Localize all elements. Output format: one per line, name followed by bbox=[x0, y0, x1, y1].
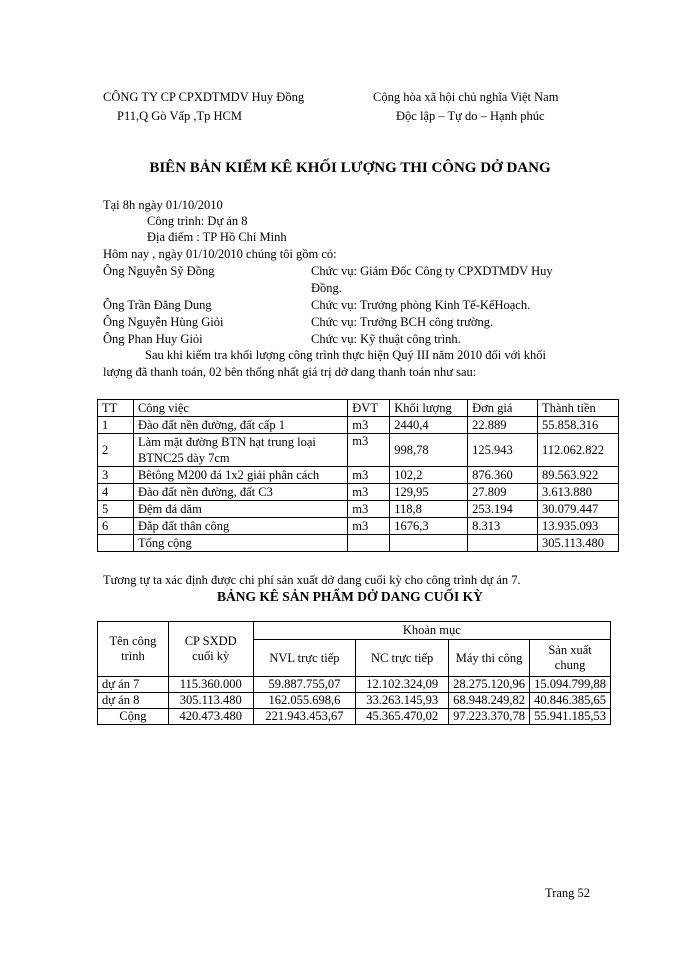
unit-price: 125.943 bbox=[468, 434, 538, 467]
nvl-value: 221.943.453,67 bbox=[253, 709, 356, 725]
column-group-header: Khoản mục bbox=[253, 622, 610, 640]
person-position: Chức vụ: Kỹ thuật công trình. bbox=[311, 332, 461, 346]
row-number: 3 bbox=[98, 467, 134, 484]
table-header-row bbox=[98, 622, 611, 640]
cost-value: 420.473.480 bbox=[168, 709, 253, 725]
row-number: 5 bbox=[98, 501, 134, 518]
person-position: Chức vụ: Giám Đốc Công ty CPXDTMDV Huy bbox=[311, 264, 553, 278]
work-item: Đệm đá dăm bbox=[133, 501, 347, 518]
quantity: 1676,3 bbox=[390, 518, 468, 535]
row-number: 2 bbox=[98, 434, 134, 467]
column-header: Công việc bbox=[133, 400, 347, 417]
amount: 3.613.880 bbox=[538, 484, 619, 501]
amount: 89.563.922 bbox=[538, 467, 619, 484]
quantity: 118,8 bbox=[390, 501, 468, 518]
table-header-row bbox=[98, 400, 619, 417]
column-header: Khối lượng bbox=[390, 400, 468, 417]
table-row bbox=[98, 434, 619, 467]
intro-project: Công trình: Dự án 8 bbox=[147, 214, 248, 228]
cost-value: 305.113.480 bbox=[168, 693, 253, 709]
column-header-nvl: NVL trực tiếp bbox=[253, 640, 356, 677]
page-number: Trang 52 bbox=[545, 886, 591, 900]
table-row bbox=[98, 693, 611, 709]
unit-price: 876.360 bbox=[468, 467, 538, 484]
column-header: Thành tiền bbox=[538, 400, 619, 417]
unit: m3 bbox=[348, 501, 390, 518]
work-item: Đào đất nền đường, đất C3 bbox=[133, 484, 347, 501]
row-number: 6 bbox=[98, 518, 134, 535]
sx-value: 40.846.385,65 bbox=[530, 693, 611, 709]
unit-price: 8.313 bbox=[468, 518, 538, 535]
quantity: 998,78 bbox=[390, 434, 468, 467]
column-header: Đơn giá bbox=[468, 400, 538, 417]
row-number: 1 bbox=[98, 417, 134, 434]
unit-price: 27.809 bbox=[468, 484, 538, 501]
nation-name: Cộng hòa xã hội chủ nghĩa Việt Nam bbox=[373, 90, 559, 104]
table-row bbox=[98, 467, 619, 484]
total-label: Tổng cộng bbox=[133, 535, 347, 552]
work-item: Đào đất nền đường, đất cấp 1 bbox=[133, 417, 347, 434]
document-title: BIÊN BẢN KIỂM KÊ KHỐI LƯỢNG THI CÔNG DỞ DANG bbox=[149, 160, 551, 176]
amount: 112.062.822 bbox=[538, 434, 619, 467]
table-row bbox=[98, 709, 611, 725]
work-item: Đắp đất thân công bbox=[133, 518, 347, 535]
intro-location: Địa điểm : TP Hồ Chí Minh bbox=[147, 230, 287, 244]
column-header: TT bbox=[98, 400, 134, 417]
work-item-line: Làm mặt đường BTN hạt trung loại bbox=[137, 435, 316, 449]
column-header-cost: CP SXDD cuối kỳ bbox=[168, 622, 253, 677]
intro-time: Tại 8h ngày 01/10/2010 bbox=[103, 198, 223, 212]
nation-motto: Độc lập – Tự do – Hạnh phúc bbox=[396, 109, 545, 123]
unit: m3 bbox=[348, 434, 390, 467]
unit: m3 bbox=[348, 484, 390, 501]
person-name: Ông Nguyễn Sỹ Đồng bbox=[103, 264, 215, 278]
amount: 30.079.447 bbox=[538, 501, 619, 518]
table-row bbox=[98, 501, 619, 518]
company-address: P11,Q Gò Vấp ,Tp HCM bbox=[117, 109, 243, 123]
amount: 55.858.316 bbox=[538, 417, 619, 434]
unit: m3 bbox=[348, 518, 390, 535]
sx-value: 55.941.185,53 bbox=[530, 709, 611, 725]
project-name: Cộng bbox=[98, 709, 169, 725]
work-table bbox=[97, 399, 619, 552]
column-header-project: Tên công trình bbox=[98, 622, 169, 677]
summary-table bbox=[97, 621, 611, 725]
paragraph-line: Sau khi kiểm tra khối lượng công trình thực hiện Quý III năm 2010 đối với khối bbox=[145, 348, 547, 362]
intro-today: Hôm nay , ngày 01/10/2010 chúng tôi gồm có: bbox=[103, 247, 337, 261]
company-name: CÔNG TY CP CPXDTMDV Huy Đồng bbox=[103, 90, 305, 104]
amount: 13.935.093 bbox=[538, 518, 619, 535]
unit: m3 bbox=[348, 467, 390, 484]
project-name: dự án 8 bbox=[98, 693, 169, 709]
person-position: Chức vụ: Trưởng BCH công trường. bbox=[311, 315, 494, 329]
paragraph-line: lượng đã thanh toán, 02 bên thống nhất giá trị dở dang thanh toán như sau: bbox=[103, 365, 477, 379]
work-item bbox=[133, 434, 347, 467]
person-position-cont: Đồng. bbox=[311, 281, 342, 295]
nc-value: 12.102.324,09 bbox=[356, 677, 449, 693]
work-item: Bêtông M200 đá 1x2 giải phân cách bbox=[133, 467, 347, 484]
person-name: Ông Trần Đăng Dung bbox=[103, 298, 212, 312]
table-row bbox=[98, 518, 619, 535]
column-header-sx: Sản xuất chung bbox=[530, 640, 611, 677]
person-name: Ông Phan Huy Giỏi bbox=[103, 332, 203, 346]
project-name: dự án 7 bbox=[98, 677, 169, 693]
total-amount: 305.113.480 bbox=[538, 535, 619, 552]
quantity: 102,2 bbox=[390, 467, 468, 484]
work-item-line: BTNC25 dày 7cm bbox=[137, 451, 230, 465]
may-value: 68.948.249,82 bbox=[449, 693, 530, 709]
nvl-value: 162.055.698,6 bbox=[253, 693, 356, 709]
nc-value: 45.365.470,02 bbox=[356, 709, 449, 725]
similar-text: Tương tự ta xác định được chi phí sản xuất dở dang cuối kỳ cho công trình dự án 7. bbox=[103, 573, 521, 587]
row-number: 4 bbox=[98, 484, 134, 501]
person-name: Ông Nguyễn Hùng Giỏi bbox=[103, 315, 224, 329]
nvl-value: 59.887.755,07 bbox=[253, 677, 356, 693]
quantity: 2440,4 bbox=[390, 417, 468, 434]
unit-price: 22.889 bbox=[468, 417, 538, 434]
quantity: 129,95 bbox=[390, 484, 468, 501]
column-header-nc: NC trực tiếp bbox=[356, 640, 449, 677]
sx-value: 15.094.799,88 bbox=[530, 677, 611, 693]
may-value: 97.223.370,78 bbox=[449, 709, 530, 725]
summary-title: BẢNG KÊ SẢN PHẨM DỞ DANG CUỐI KỲ bbox=[217, 589, 483, 604]
cost-value: 115.360.000 bbox=[168, 677, 253, 693]
unit: m3 bbox=[348, 417, 390, 434]
table-row bbox=[98, 417, 619, 434]
nc-value: 33.263.145,93 bbox=[356, 693, 449, 709]
column-header: ĐVT bbox=[348, 400, 390, 417]
total-row bbox=[98, 535, 619, 552]
may-value: 28.275.120,96 bbox=[449, 677, 530, 693]
table-row bbox=[98, 484, 619, 501]
table-row bbox=[98, 677, 611, 693]
unit-price: 253.194 bbox=[468, 501, 538, 518]
column-header-may: Máy thi công bbox=[449, 640, 530, 677]
person-position: Chức vụ: Trưởng phòng Kinh Tế-KếHoạch. bbox=[311, 298, 531, 312]
